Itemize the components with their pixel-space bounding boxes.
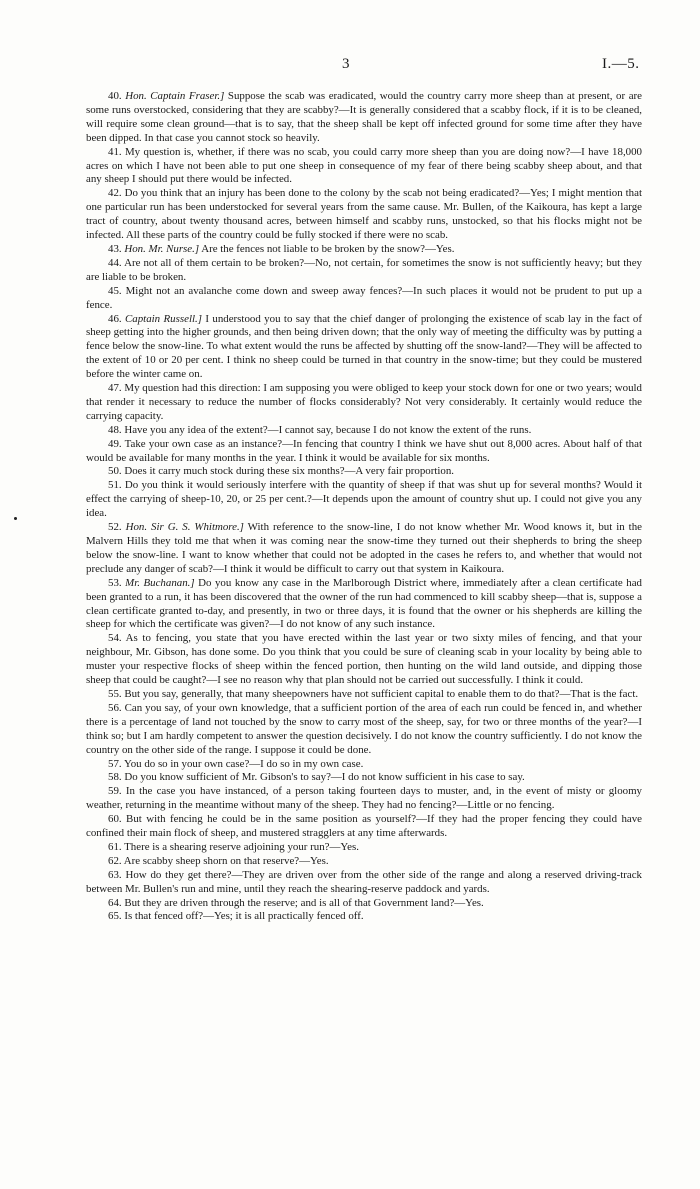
question-answer-paragraph	[86, 632, 642, 688]
question-answer-paragraph	[86, 771, 642, 785]
paragraph-text: Do you know any case in the Marlborough District where, immediately after a clean certificate had been granted to a run, it has been discovered that the owner of the run had commenced to kill scabby sheep—that is, suppose a clean certificate granted to-day, and presently, in two or three days, it is found that the owner or his shepherds are killing the sheep for which the certificate was given?—I do not know of any such instance.	[86, 576, 642, 631]
question-number: 48.	[108, 423, 122, 436]
question-answer-paragraph	[86, 897, 642, 911]
question-answer-paragraph	[86, 243, 642, 257]
paragraph-text: As to fencing, you state that you have erected within the last year or two sixty miles of fencing, and that your neighbour, Mr. Gibson, has done some. Do you think that you could be sure of cleaning scab in your locality by being able to muster your respective flocks of sheep within the fenced portion, then hunting on the wild land outside, and dipping those sheep that could be caught?—I see no reason why that plan should not be carried out successfully. I think it could.	[86, 632, 642, 687]
question-number: 47.	[108, 382, 122, 395]
question-number: 45.	[108, 284, 122, 297]
paragraph-text: Take your own case as an instance?—In fencing that country I think we have shut out 8,000 acres. About half of that would be available for many months in the year. I think it would be available for six months.	[86, 437, 642, 464]
speaker-name: Captain Russell.]	[125, 312, 202, 325]
paragraph-text: I understood you to say that the chief danger of prolonging the existence of scab lay in the fact of sheep getting into the higher grounds, and then being driven down; that the only way of meeting the difficulty was by putting a fence below the snow-line. To what extent would the runs be affected by shutting off the snow-land?—They will be affected to the extent of 10 or 20 per cent. I think no sheep could be turned in that country in the snow-time; but they could be mustered before the winter came on.	[86, 312, 642, 381]
question-answer-paragraph	[86, 577, 642, 633]
paragraph-text: Are the fences not liable to be broken by the snow?—Yes.	[199, 242, 455, 255]
question-number: 43.	[108, 242, 122, 255]
question-number: 55.	[108, 687, 122, 700]
paragraph-text: How do they get there?—They are driven over from the other side of the range and along a reserved driving-track between Mr. Bullen's run and mine, until they reach the shearing-reserve paddock and yards.	[86, 868, 642, 895]
paragraph-text: You do so in your own case?—I do so in my own case.	[121, 757, 364, 770]
paragraph-text: Are not all of them certain to be broken?—No, not certain, for sometimes the snow is not sufficiently heavy; but they are liable to be broken.	[86, 256, 642, 283]
paragraph-text: Might not an avalanche come down and sweep away fences?—In such places it would not be prudent to put up a fence.	[86, 284, 642, 311]
question-number: 65.	[108, 910, 122, 923]
paragraph-text: In the case you have instanced, of a person taking fourteen days to muster, and, in the event of misty or gloomy weather, returning in the meantime without many of the sheep. They had no fencing?—Little or no fencing.	[86, 785, 642, 812]
question-answer-paragraph	[86, 521, 642, 577]
question-number: 46.	[108, 312, 122, 325]
question-answer-paragraph	[86, 813, 642, 841]
question-answer-paragraph	[86, 465, 642, 479]
paragraph-text: But they are driven through the reserve; and is all of that Government land?—Yes.	[121, 896, 484, 909]
stray-ink-dot	[14, 517, 17, 520]
question-number: 44.	[108, 256, 122, 269]
question-number: 51.	[108, 479, 122, 492]
speaker-name: Hon. Sir G. S. Whitmore.]	[125, 521, 244, 534]
testimony-body	[86, 90, 642, 924]
paragraph-text: Do you know sufficient of Mr. Gibson's to say?—I do not know sufficient in his case to say.	[121, 771, 525, 784]
paragraph-text: Do you think it would seriously interfere with the quantity of sheep if that was shut up for several months? Would it effect the carrying of sheep-10, 20, or 25 per cent.?—It depends upon the amount of country shut up. I could not give you any idea.	[86, 479, 642, 520]
paragraph-text: My question is, whether, if there was no scab, you could carry more sheep than you are doing now?—I have 18,000 acres on which I have not been able to put one sheep in consequence of my fear of there being scabby sheep about, and that any sheep I should put there would be infected.	[86, 145, 642, 186]
question-number: 49.	[108, 437, 122, 450]
question-answer-paragraph	[86, 146, 642, 188]
question-answer-paragraph	[86, 702, 642, 758]
question-number: 61.	[108, 840, 122, 853]
question-number: 42.	[108, 187, 122, 200]
question-answer-paragraph	[86, 688, 642, 702]
question-answer-paragraph	[86, 313, 642, 383]
question-number: 60.	[108, 813, 122, 826]
question-answer-paragraph	[86, 187, 642, 243]
paragraph-text: Can you say, of your own knowledge, that a sufficient portion of the area of each run could be fenced in, and whether there is a percentage of land not touched by the snow to carry most of the sheep, say, for two or three months of the year?—I think so; but I am hardly competent to answer the question decisively. I do not know the country sufficiently. I do not know the country on the other side of the range. I suppose it could be done.	[86, 701, 642, 756]
paragraph-text: Suppose the scab was eradicated, would the country carry more sheep than at present, or are some runs overstocked, considering that they are scabby?—It is generally considered that a scabby flock, if it is to be cleaned, will require some clean ground—that is to say, that the sheep shall be kept off infected ground for some time after they have been dipped. In that case you cannot stock so heavily.	[86, 90, 642, 144]
question-number: 57.	[108, 757, 122, 770]
speaker-name: Hon. Mr. Nurse.]	[124, 242, 200, 255]
question-number: 41.	[108, 145, 122, 158]
question-number: 63.	[108, 868, 122, 881]
question-answer-paragraph	[86, 438, 642, 466]
question-number: 56.	[108, 701, 122, 714]
question-number: 59.	[108, 785, 122, 798]
paragraph-text: There is a shearing reserve adjoining your run?—Yes.	[121, 840, 359, 853]
question-answer-paragraph	[86, 285, 642, 313]
page-header	[0, 56, 700, 80]
speaker-name: Hon. Captain Fraser.]	[125, 90, 225, 102]
question-number: 53.	[108, 576, 122, 589]
question-number: 50.	[108, 465, 122, 478]
paragraph-text: Are scabby sheep shorn on that reserve?—Yes.	[121, 854, 329, 867]
paragraph-text: Is that fenced off?—Yes; it is all practically fenced off.	[121, 910, 364, 923]
paragraph-text: But you say, generally, that many sheepowners have not sufficient capital to enable them to do that?—That is the fact.	[121, 687, 639, 700]
paragraph-text: Do you think that an injury has been done to the colony by the scab not being eradicated?—Yes; I might mention that one particular run has been understocked for several years from the same cause. Mr. Bullen, of the Kaikoura, has kept a large tract of country, about twenty thousand acres, between himself and scabby runs, unstocked, so that his flocks might not be infected. All these parts of the country could be fully stocked if there were no scab.	[86, 187, 642, 242]
question-number: 54.	[108, 632, 122, 645]
question-answer-paragraph	[86, 479, 642, 521]
question-number: 62.	[108, 854, 122, 867]
document-reference: I.—5.	[602, 56, 640, 72]
paragraph-text: Does it carry much stock during these six months?—A very fair proportion.	[121, 465, 455, 478]
question-number: 64.	[108, 896, 122, 909]
question-number: 58.	[108, 771, 122, 784]
question-number: 40.	[108, 90, 122, 102]
question-number: 52.	[108, 521, 122, 534]
paragraph-text: Have you any idea of the extent?—I cannot say, because I do not know the extent of the runs.	[121, 423, 532, 436]
question-answer-paragraph	[86, 90, 642, 146]
page-number: 3	[342, 56, 350, 72]
question-answer-paragraph	[86, 855, 642, 869]
paragraph-text: With reference to the snow-line, I do not know whether Mr. Wood knows it, but in the Malvern Hills they told me that when it was coming near the snow-time they turned out their shepherds to bring the sheep below the snow-line. I want to know whether that could not be adopted in the cases he refers to, and whether that would not preclude any danger of scab?—I think it would be difficult to carry out that system in Kaikoura.	[86, 521, 642, 575]
paragraph-text: But with fencing he could be in the same position as yourself?—If they had the proper fencing they could have confined their main flock of sheep, and mustered stragglers at any time afterwards.	[86, 813, 642, 840]
question-answer-paragraph	[86, 257, 642, 285]
question-answer-paragraph	[86, 382, 642, 424]
question-answer-paragraph	[86, 424, 642, 438]
speaker-name: Mr. Buchanan.]	[125, 576, 195, 589]
question-answer-paragraph	[86, 785, 642, 813]
paragraph-text: My question had this direction: I am supposing you were obliged to keep your stock down for one or two years; would that render it necessary to reduce the number of flocks considerably? Not very considerably. It certainly would reduce the carrying capacity.	[86, 382, 642, 422]
question-answer-paragraph	[86, 758, 642, 772]
question-answer-paragraph	[86, 841, 642, 855]
question-answer-paragraph	[86, 910, 642, 924]
question-answer-paragraph	[86, 869, 642, 897]
